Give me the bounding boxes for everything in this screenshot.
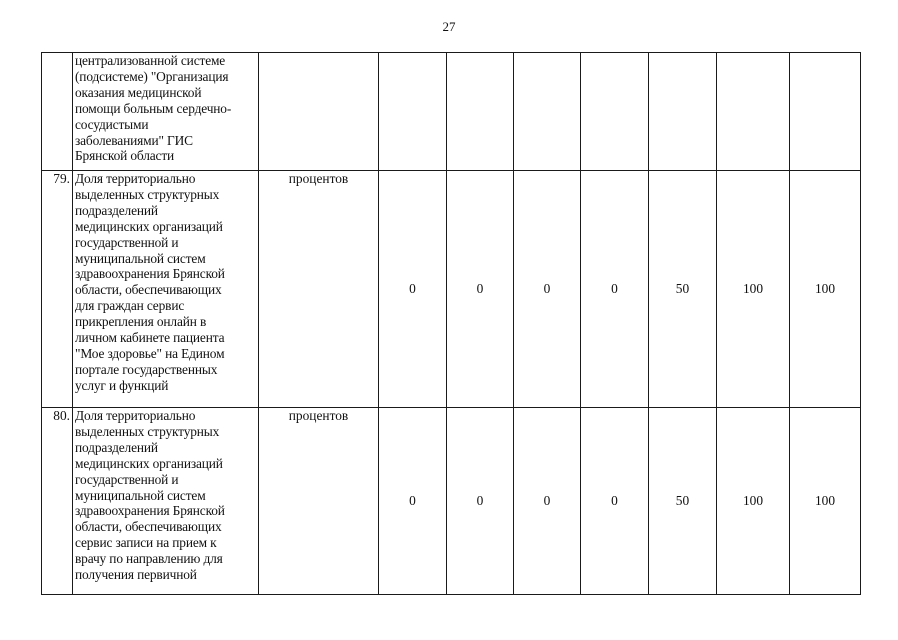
value-cell bbox=[790, 53, 861, 171]
value-cell: 50 bbox=[649, 171, 717, 408]
unit-cell bbox=[259, 53, 379, 171]
value-cell: 50 bbox=[649, 408, 717, 595]
value-cell: 0 bbox=[514, 408, 581, 595]
row-number: 80. bbox=[42, 408, 73, 595]
value-cell: 0 bbox=[379, 408, 447, 595]
indicator-name: Доля территориально выделенных структурных подразделений медицинских организаций государственной и муниципальной систем здравоохранения Брянской области, обеспечивающих сервис записи на прием к врачу по направлению для получения первичной bbox=[73, 408, 259, 595]
unit-cell: процентов bbox=[259, 408, 379, 595]
value-cell bbox=[717, 53, 790, 171]
indicators-table bbox=[41, 52, 861, 595]
value-cell: 100 bbox=[790, 171, 861, 408]
value-cell: 0 bbox=[379, 171, 447, 408]
value-cell: 0 bbox=[581, 171, 649, 408]
table-row bbox=[42, 408, 861, 595]
indicator-name: Доля территориально выделенных структурных подразделений медицинских организаций государственной и муниципальной систем здравоохранения Брянской области, обеспечивающих для граждан сервис прикрепления онлайн в личном кабинете пациента "Мое здоровье" на Едином портале государственных услуг и функций bbox=[73, 171, 259, 408]
value-cell bbox=[379, 53, 447, 171]
value-cell: 0 bbox=[514, 171, 581, 408]
value-cell bbox=[514, 53, 581, 171]
table-row bbox=[42, 171, 861, 408]
value-cell bbox=[649, 53, 717, 171]
value-cell: 0 bbox=[581, 408, 649, 595]
value-cell: 100 bbox=[790, 408, 861, 595]
value-cell: 0 bbox=[447, 408, 514, 595]
row-number bbox=[42, 53, 73, 171]
value-cell: 100 bbox=[717, 171, 790, 408]
value-cell: 0 bbox=[447, 171, 514, 408]
row-number: 79. bbox=[42, 171, 73, 408]
value-cell: 100 bbox=[717, 408, 790, 595]
value-cell bbox=[581, 53, 649, 171]
indicator-name: централизованной системе (подсистеме) "Организация оказания медицинской помощи больным сердечно- сосудистыми заболеваниями" ГИС Брянской области bbox=[73, 53, 259, 171]
page-number: 27 bbox=[442, 19, 456, 34]
table-row bbox=[42, 53, 861, 171]
unit-cell: процентов bbox=[259, 171, 379, 408]
value-cell bbox=[447, 53, 514, 171]
